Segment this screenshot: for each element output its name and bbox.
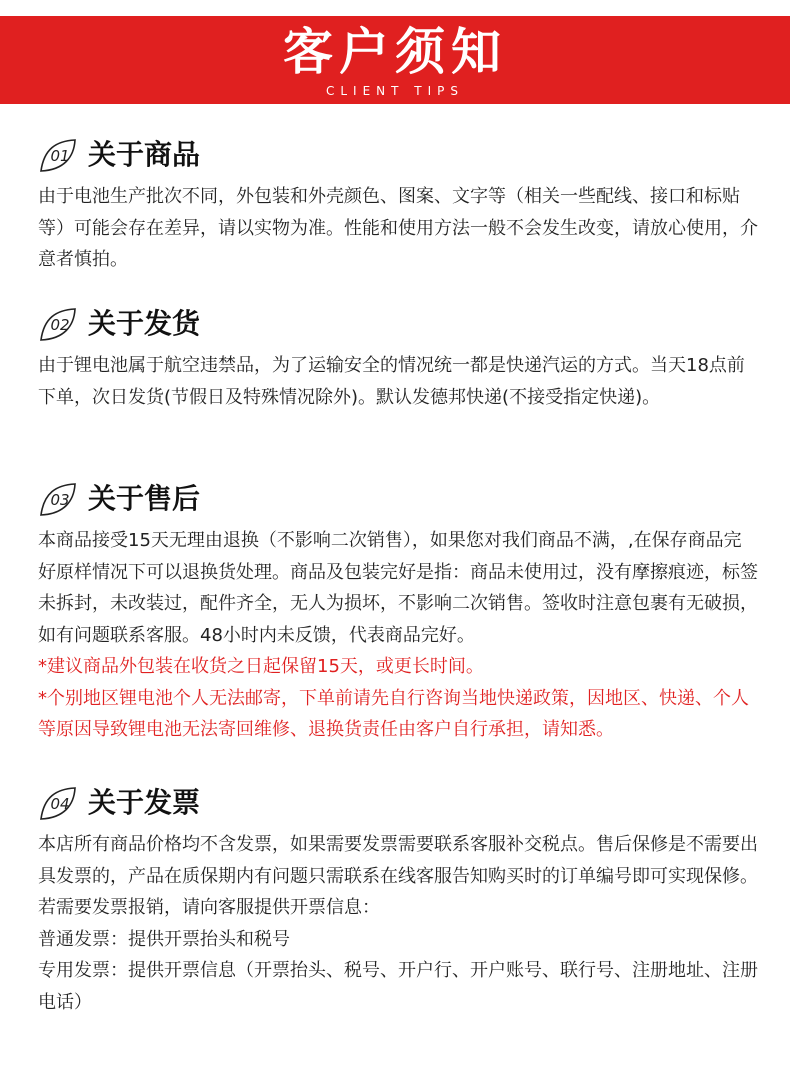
section-header: [38, 135, 758, 175]
section-body: [38, 350, 758, 413]
section-shipping: [38, 304, 758, 413]
section-title: 关于商品: [88, 138, 201, 171]
notice-text: *个别地区锂电池个人无法邮寄，下单前请先自行咨询当地快递政策，因地区、快递、个人等原因导致锂电池无法寄回维修、退换货责任由客户自行承担，请知悉。: [38, 687, 749, 740]
section-paragraph: 本店所有商品价格均不含发票，如果需要发票需要联系客服补交税点。售后保修是不需要出具发票的，产品在质保期内有问题只需联系在线客服告知购买时的订单编号即可实现保修。若需要发票报销，请向客服提供开票信息：: [38, 834, 758, 918]
section-number: 04: [50, 795, 70, 813]
section-paragraph: 由于锂电池属于航空违禁品，为了运输安全的情况统一都是快递汽运的方式。当天18点前下单，次日发货(节假日及特殊情况除外)。默认发德邦快递(不接受指定快递)。: [38, 355, 745, 408]
leaf-number-icon: [38, 481, 78, 517]
section-title: 关于发票: [88, 786, 201, 819]
page-subtitle: CLIENT TIPS: [325, 84, 465, 98]
page-title: 客户须知: [283, 23, 507, 81]
section-paragraph: 专用发票：提供开票信息（开票抬头、税号、开户行、开户账号、联行号、注册地址、注册电话）: [38, 960, 758, 1013]
section-body: [38, 181, 758, 276]
section-body: [38, 525, 758, 746]
section-title: 关于发货: [88, 307, 201, 340]
section-paragraph: 本商品接受15天无理由退换（不影响二次销售），如果您对我们商品不满，,在保存商品完好原样情况下可以退换货处理。商品及包装完好是指：商品未使用过，没有摩擦痕迹，标签未拆封，未改装过，配件齐全，无人为损坏，不影响二次销售。签收时注意包裹有无破损，如有问题联系客服。48小时内未反馈，代表商品完好。: [38, 530, 758, 646]
header-banner: [0, 16, 790, 104]
notice-text: *建议商品外包装在收货之日起保留15天，或更长时间。: [38, 656, 484, 677]
section-header: [38, 479, 758, 519]
leaf-number-icon: [38, 306, 78, 342]
section-header: [38, 304, 758, 344]
section-paragraph: 由于电池生产批次不同，外包装和外壳颜色、图案、文字等（相关一些配线、接口和标贴等）可能会存在差异，请以实物为准。性能和使用方法一般不会发生改变，请放心使用，介意者慎拍。: [38, 186, 758, 270]
section-header: [38, 783, 758, 823]
section-invoice: [38, 783, 758, 1018]
section-paragraph: 普通发票：提供开票抬头和税号: [38, 928, 290, 950]
section-number: 02: [50, 316, 70, 334]
leaf-number-icon: [38, 785, 78, 821]
leaf-number-icon: [38, 137, 78, 173]
section-number: 03: [50, 491, 70, 509]
section-title: 关于售后: [88, 482, 201, 515]
section-products: [38, 135, 758, 276]
section-after-sales: [38, 479, 758, 746]
section-number: 01: [50, 147, 70, 165]
section-body: [38, 829, 758, 1018]
